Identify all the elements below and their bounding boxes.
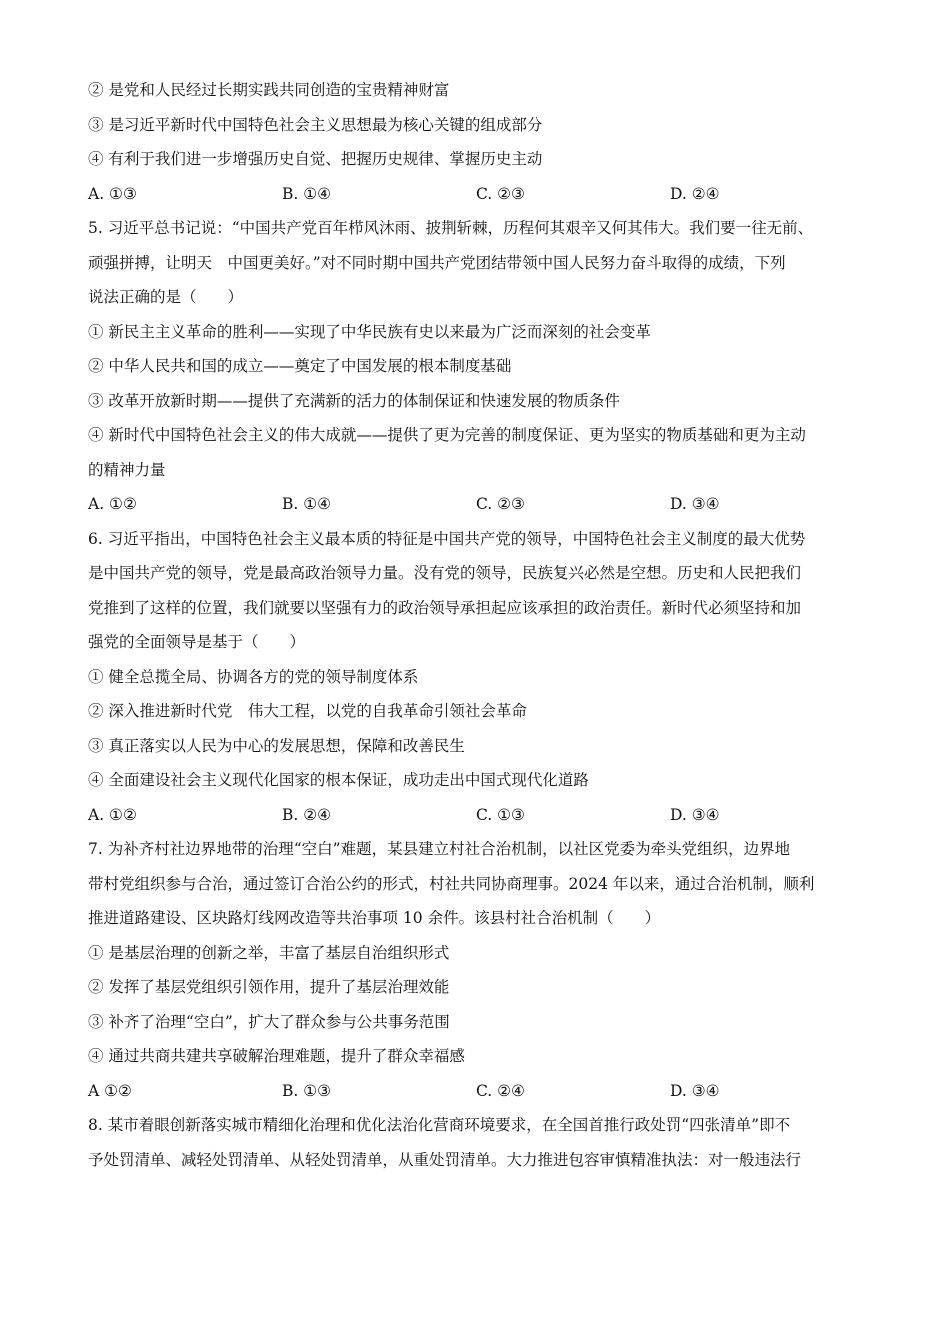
q4-statement-4: ④ 有利于我们进一步增强历史自觉、把握历史规律、掌握历史主动 [88, 150, 543, 168]
question-7 [88, 837, 864, 1103]
q7-stem-line: 7. 为补齐村社边界地带的治理“空白”难题，某县建立村社合治机制，以社区党委为牵头党组织，边界地 [88, 840, 791, 858]
question-4-tail [88, 78, 864, 206]
q6-statement-3: ③ 真正落实以人民为中心的发展思想，保障和改善民生 [88, 736, 465, 755]
q8-stem-line: 予处罚清单、减轻处罚清单、从轻处罚清单，从重处罚清单。大力推进包容审慎精准执法：对一般违法行 [88, 1150, 802, 1169]
q7-option-d: D. ③④ [670, 1081, 720, 1100]
q8-stem-line: 8. 某市着眼创新落实城市精细化治理和优化法治化营商环境要求，在全国首推行政处罚“四张清单”即不 [88, 1116, 791, 1134]
q6-statement-4: ④ 全面建设社会主义现代化国家的根本保证，成功走出中国式现代化道路 [88, 771, 589, 789]
q5-option-d: D. ③④ [670, 495, 720, 513]
q6-statement-1: ① 健全总揽全局、协调各方的党的领导制度体系 [88, 667, 419, 686]
q4-statement-3: ③ 是习近平新时代中国特色社会主义思想最为核心关键的组成部分 [88, 115, 543, 134]
exam-page [88, 78, 864, 1182]
question-8 [88, 1113, 864, 1172]
q7-stem-line: 带村党组织参与合治，通过签订合治公约的形式，村社共同协商理事。2024 年以来，通过合治机制，顺利 [88, 874, 815, 893]
q6-option-b: B. ②④ [282, 805, 332, 824]
q5-statement-4-cont: 的精神力量 [88, 460, 166, 479]
question-6 [88, 527, 864, 827]
q7-option-a: A ①② [88, 1081, 132, 1100]
q4-options [88, 182, 864, 206]
q5-statement-2: ② 中华人民共和国的成立——奠定了中国发展的根本制度基础 [88, 357, 512, 375]
q5-stem-line: 顽强拼搏，让明天 中国更美好。”对不同时期中国共产党团结带领中国人民努力奋斗取得的成绩，下列 [88, 253, 786, 272]
q5-stem-line: 说法正确的是（ ） [88, 288, 244, 306]
q5-statement-3: ③ 改革开放新时期——提供了充满新的活力的体制保证和快速发展的物质条件 [88, 391, 620, 410]
q5-stem-line: 5. 习近平总书记说：“中国共产党百年栉风沐雨、披荆斩棘，历程何其艰辛又何其伟大。我们要一往无前、 [88, 219, 814, 237]
q7-statement-1: ① 是基层治理的创新之举，丰富了基层自治组织形式 [88, 943, 450, 962]
q6-statement-2: ② 深入推进新时代党 伟大工程，以党的自我革命引领社会革命 [88, 702, 527, 720]
q6-option-a: A. ①② [88, 805, 137, 824]
q6-stem-line: 是中国共产党的领导，党是最高政治领导力量。没有党的领导，民族复兴必然是空想。历史和人民把我们 [88, 564, 802, 582]
q7-stem-line: 推进道路建设、区块路灯线网改造等共治事项 10 余件。该县村社合治机制（ ） [88, 909, 661, 927]
q7-statement-2: ② 发挥了基层党组织引领作用，提升了基层治理效能 [88, 978, 450, 996]
q4-option-a: A. ①③ [88, 184, 137, 203]
q5-options [88, 492, 864, 516]
q7-statement-4: ④ 通过共商共建共享破解治理难题，提升了群众幸福感 [88, 1047, 465, 1065]
q6-stem-line: 强党的全面领导是基于（ ） [88, 633, 306, 651]
q7-option-c: C. ②④ [476, 1081, 525, 1100]
q4-statement-2: ② 是党和人民经过长期实践共同创造的宝贵精神财富 [88, 81, 450, 99]
q5-statement-4: ④ 新时代中国特色社会主义的伟大成就——提供了更为完善的制度保证、更为坚实的物质基础和更为主动 [88, 426, 806, 444]
q4-option-b: B. ①④ [282, 184, 332, 203]
q7-statement-3: ③ 补齐了治理“空白”，扩大了群众参与公共事务范围 [88, 1012, 450, 1031]
q6-stem-line: 6. 习近平指出，中国特色社会主义最本质的特征是中国共产党的领导，中国特色社会主义制度的最大优势 [88, 529, 806, 548]
q6-option-c: C. ①③ [476, 805, 525, 824]
q5-option-a: A. ①② [88, 495, 137, 513]
q5-option-c: C. ②③ [476, 495, 525, 513]
q4-option-d: D. ②④ [670, 184, 720, 203]
q6-stem-line: 党推到了这样的位置，我们就要以坚强有力的政治领导承担起应该承担的政治责任。新时代必须坚持和加 [88, 598, 802, 617]
q5-statement-1: ① 新民主主义革命的胜利——实现了中华民族有史以来最为广泛而深刻的社会变革 [88, 322, 651, 341]
q4-option-c: C. ②③ [476, 184, 525, 203]
q6-options [88, 803, 864, 827]
q7-option-b: B. ①③ [282, 1081, 332, 1100]
q6-option-d: D. ③④ [670, 805, 720, 824]
q7-options [88, 1079, 864, 1103]
q5-option-b: B. ①④ [282, 495, 332, 513]
question-5 [88, 216, 864, 516]
